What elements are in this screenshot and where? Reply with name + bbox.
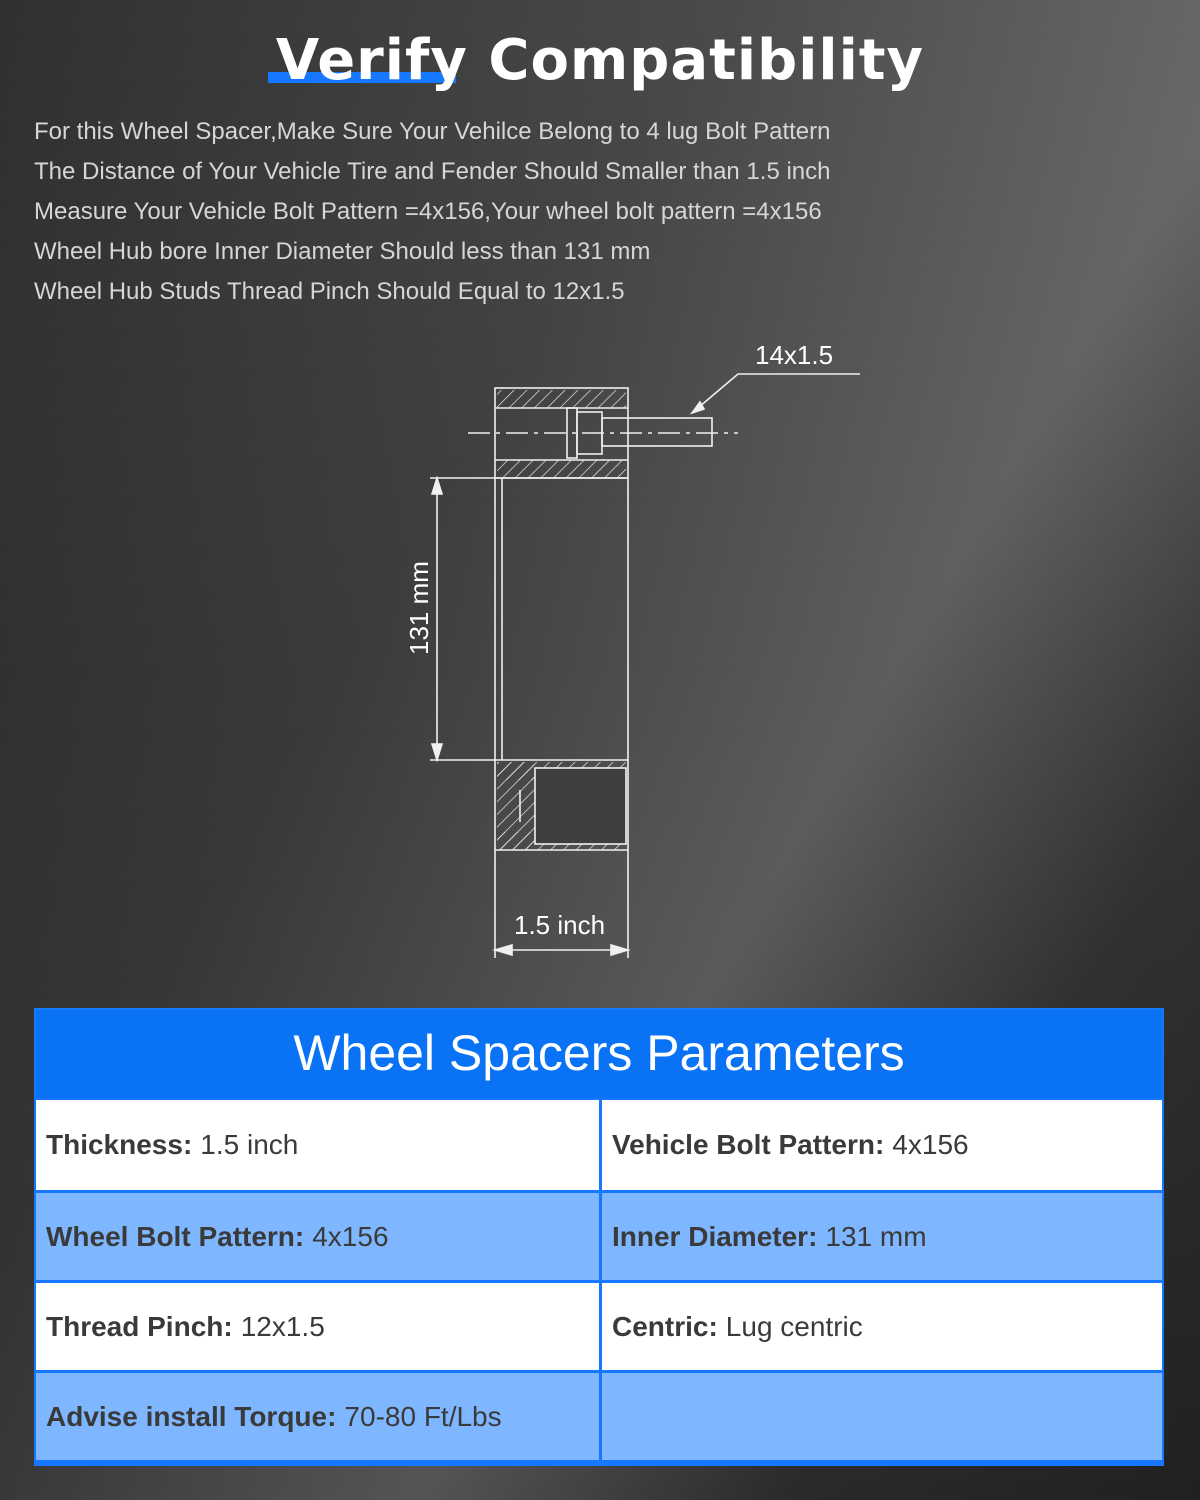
param-cell-wheel-bolt-pattern (36, 1193, 599, 1280)
param-value: 4x156 (892, 1129, 969, 1160)
param-value: 12x1.5 (240, 1310, 325, 1342)
requirement-item: The Distance of Your Vehicle Tire and Fender Should Smaller than 1.5 inch (34, 158, 831, 185)
param-key: Wheel Bolt Pattern: (46, 1220, 305, 1252)
param-value: 4x156 (312, 1220, 389, 1252)
parameters-grid (36, 1100, 1162, 1460)
param-key: Inner Diameter: (612, 1220, 818, 1252)
param-value: 70-80 Ft/Lbs (344, 1400, 502, 1432)
requirement-item: Wheel Hub bore Inner Diameter Should less than 131 mm (34, 238, 651, 265)
requirement-item: Wheel Hub Studs Thread Pinch Should Equal to 12x1.5 (34, 278, 625, 305)
table-row (36, 1280, 1162, 1370)
param-key: Centric: (612, 1310, 718, 1342)
requirement-item: For this Wheel Spacer,Make Sure Your Vehilce Belong to 4 lug Bolt Pattern (34, 118, 831, 145)
thickness-label: 1.5 inch (514, 910, 606, 940)
top-hatch-lower (497, 460, 626, 478)
param-key: Advise install Torque: (46, 1400, 337, 1432)
param-key: Vehicle Bolt Pattern: (612, 1129, 885, 1160)
inner-diameter-label: 131 mm (404, 561, 434, 655)
param-key: Thread Pinch: (46, 1310, 233, 1342)
requirement-item: Measure Your Vehicle Bolt Pattern =4x156,Your wheel bolt pattern =4x156 (34, 198, 822, 225)
page-title: Verify Compatibility (276, 28, 924, 93)
param-cell-empty (599, 1373, 1162, 1460)
param-cell-vehicle-bolt-pattern (599, 1100, 1162, 1190)
param-cell-thread-pinch (36, 1283, 599, 1370)
stud-shank (602, 418, 712, 446)
param-key: Thickness: (46, 1129, 193, 1160)
param-cell-centric (599, 1283, 1162, 1370)
param-value: Lug centric (725, 1310, 863, 1342)
param-cell-inner-diameter (599, 1193, 1162, 1280)
thread-leader-line (692, 374, 860, 413)
table-row (36, 1100, 1162, 1190)
top-hatch-upper (497, 390, 626, 408)
table-row (36, 1190, 1162, 1280)
parameters-table (34, 1008, 1164, 1466)
parameters-header: Wheel Spacers Parameters (36, 1010, 1162, 1098)
thread-size-label: 14x1.5 (755, 340, 834, 370)
param-value: 131 mm (825, 1220, 927, 1252)
param-value: 1.5 inch (200, 1129, 299, 1160)
param-cell-thickness (36, 1100, 599, 1190)
table-row (36, 1370, 1162, 1460)
lower-hatch-side (497, 762, 535, 850)
lower-flange-bore (535, 768, 626, 844)
param-cell-install-torque (36, 1373, 599, 1460)
